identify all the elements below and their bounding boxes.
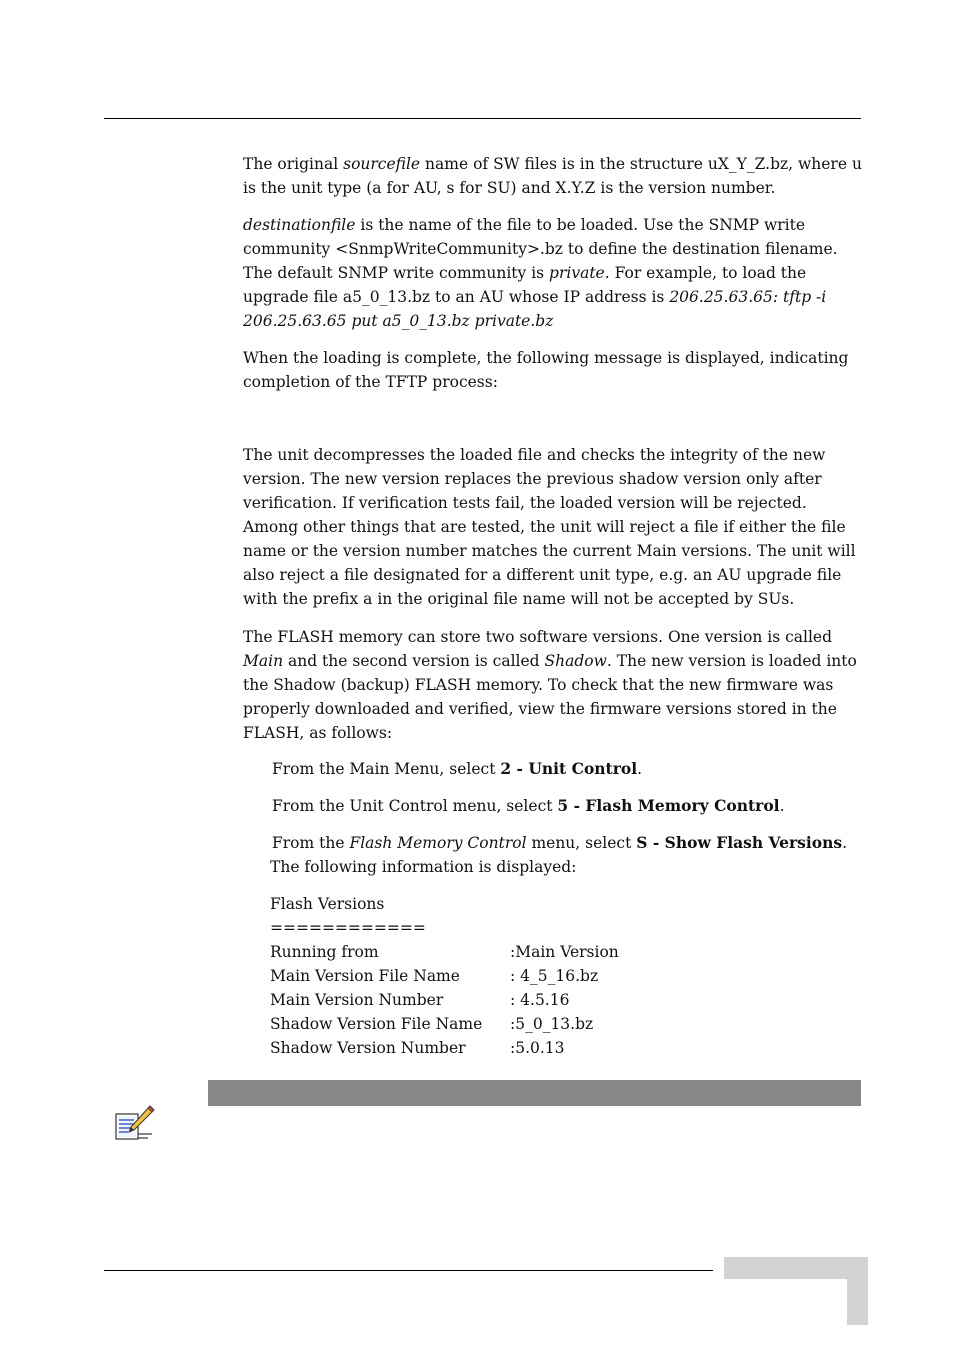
text: From the Main Menu, select: [272, 760, 501, 778]
menu-option: S - Show Flash Versions: [636, 833, 843, 852]
italic-term: Flash Memory Control: [349, 834, 527, 852]
flash-label: Main Version File Name: [270, 967, 460, 985]
text: . For example, to load the upgrade file a5_0_13.bz to an AU whose IP address is: [243, 264, 807, 306]
flash-value: :5_0_13.bz: [510, 1015, 594, 1033]
text: menu, select: [526, 834, 637, 852]
flash-value: :5.0.13: [510, 1039, 565, 1057]
paragraph-loading-complete: When the loading is complete, the following message is displayed, indicating completion of the TFTP process:: [243, 349, 849, 391]
text: is the name of the file to be loaded. Use the SNMP write community <SnmpWriteCommunity>.bz to define the destination filename. The default SNMP write community is: [243, 216, 838, 282]
menu-option: 5 - Flash Memory Control: [557, 796, 780, 815]
flash-title-text: Flash Versions: [270, 895, 385, 913]
flash-value: : 4.5.16: [510, 991, 570, 1009]
italic-term: sourcefile: [343, 155, 421, 173]
flash-label: Shadow Version File Name: [270, 1015, 483, 1033]
text: name of SW files is in the structure uX_Y_Z.bz, where u is the unit type (a for AU, s for SU) and X.Y.Z is the version number.: [243, 155, 862, 197]
italic-term: Shadow: [544, 652, 607, 670]
note-header-bar: [208, 1080, 861, 1106]
text: From the: [272, 834, 350, 852]
flash-label: Main Version Number: [270, 991, 444, 1009]
step-2: [272, 794, 867, 818]
text: and the second version is called: [283, 652, 545, 670]
italic-command: 206.25.63.65: tftp -i 206.25.63.65 put a5_0_13.bz private.bz: [243, 288, 827, 330]
flash-value: : 4_5_16.bz: [510, 967, 599, 985]
menu-option: 2 - Unit Control: [500, 759, 638, 778]
text: From the Unit Control menu, select: [272, 797, 558, 815]
flash-label: Running from: [270, 943, 379, 961]
italic-term: private: [549, 264, 605, 282]
paragraph-destinationfile: [243, 213, 863, 333]
text: The FLASH memory can store two software versions. One version is called: [243, 628, 833, 646]
step-1: [272, 757, 867, 781]
page-tab-vertical: [847, 1257, 868, 1325]
flash-label: Shadow Version Number: [270, 1039, 466, 1057]
paragraph-flash-memory: [243, 625, 863, 745]
step-3: [270, 831, 865, 879]
italic-term: Main: [243, 652, 284, 670]
flash-value: :Main Version: [510, 943, 619, 961]
flash-underline-text: ============: [270, 919, 426, 937]
note-pencil-icon: [114, 1104, 156, 1142]
text: . The following information is displayed:: [270, 834, 848, 876]
paragraph-verification: The unit decompresses the loaded file and checks the integrity of the new version. The new version replaces the previous shadow version only after verification. If verification tests fail, the loaded version will be rejected. Among other things that are tested, the unit will reject a file if either the file name or the version number matches the current Main versions. The unit will also reject a file designated for a different unit type, e.g. an AU upgrade file with the prefix a in the original file name will not be accepted by SUs.: [243, 446, 856, 608]
text: .: [779, 797, 785, 815]
text: .: [637, 760, 643, 778]
footer-rule: [104, 1270, 713, 1271]
header-rule: [104, 118, 861, 119]
italic-term: destinationfile: [243, 216, 356, 234]
paragraph-sourcefile: [243, 152, 863, 200]
text: The original: [243, 155, 344, 173]
text: . The new version is loaded into the Shadow (backup) FLASH memory. To check that the new firmware was properly downloaded and verified, view the firmware versions stored in the FLASH, as follows:: [243, 652, 857, 742]
